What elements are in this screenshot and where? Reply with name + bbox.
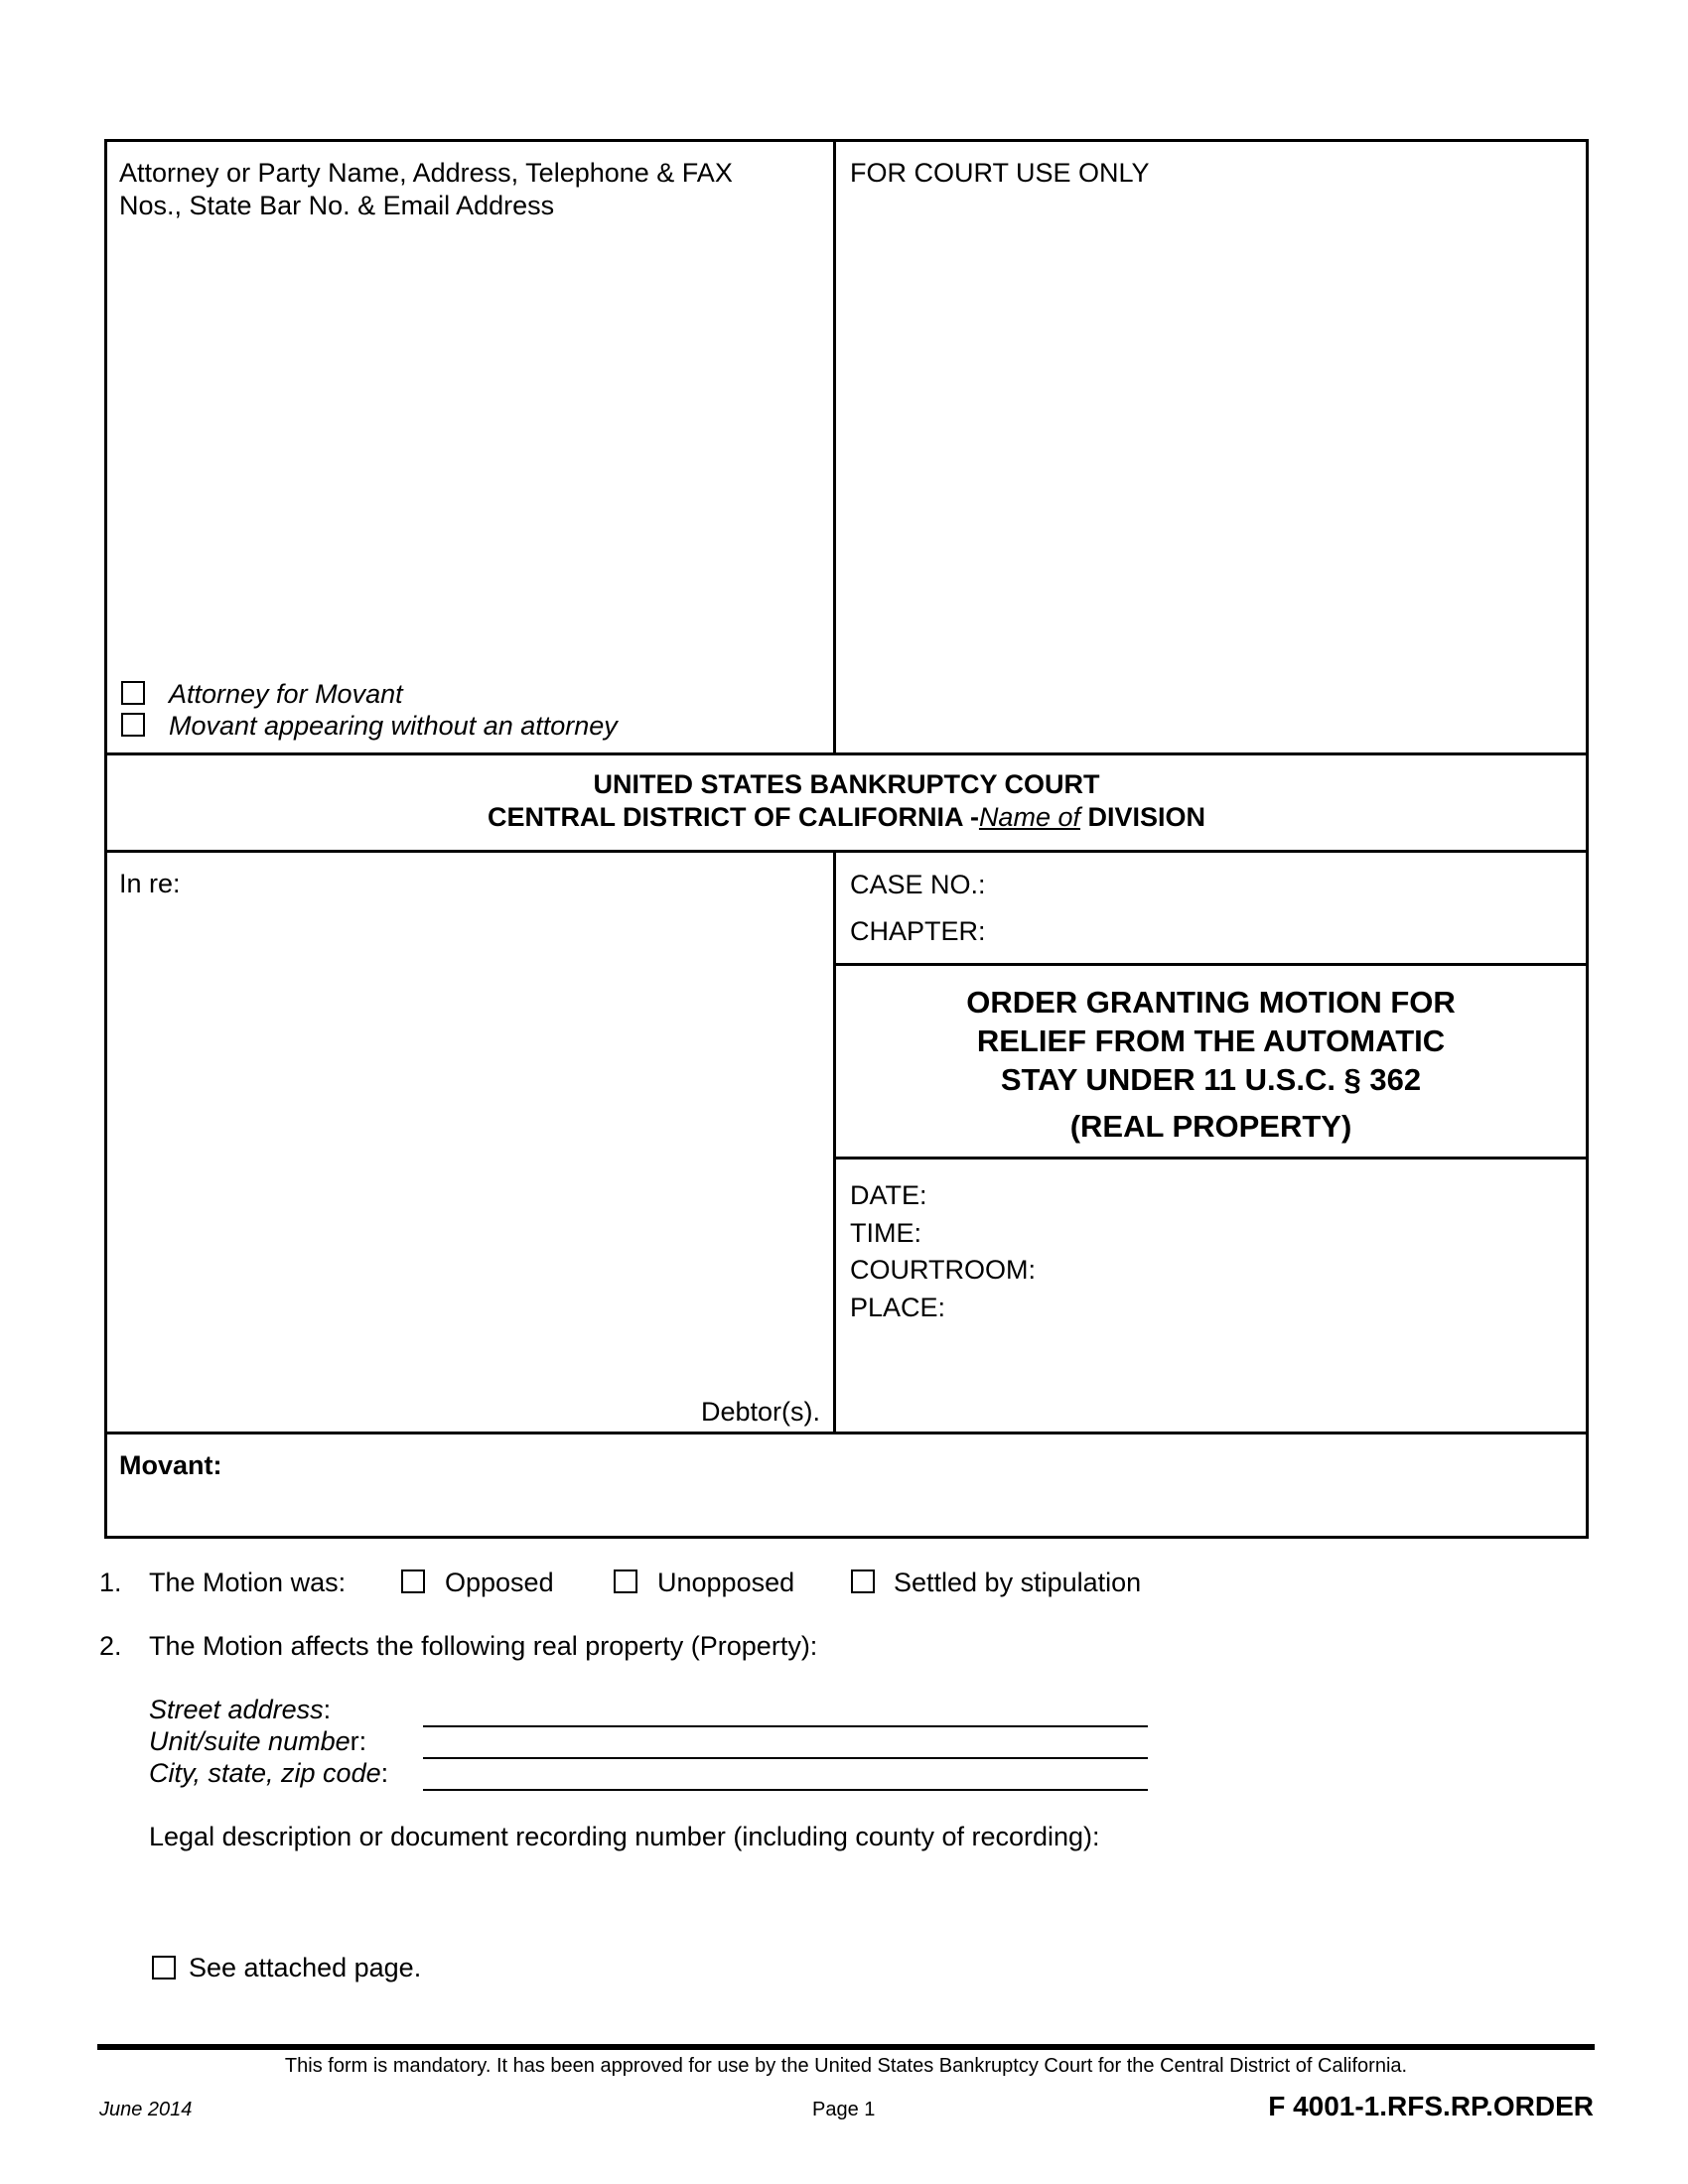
divider-title-bottom: [833, 1157, 1589, 1160]
unit-number-field[interactable]: [423, 1757, 1148, 1759]
footer-form-id: F 4001-1.RFS.RP.ORDER: [1268, 2091, 1594, 2121]
order-title-line2: RELIEF FROM THE AUTOMATIC: [976, 1024, 1446, 1058]
time-label: TIME:: [850, 1217, 921, 1248]
divider-court-bottom: [104, 850, 1589, 853]
attorney-for-movant-checkbox[interactable]: [121, 681, 145, 705]
court-use-label: FOR COURT USE ONLY: [850, 158, 1150, 188]
footer-rule: [97, 2044, 1595, 2050]
divider-chapter-bottom: [833, 963, 1589, 966]
settled-by-stipulation-label: Settled by stipulation: [894, 1568, 1142, 1597]
order-title-line1: ORDER GRANTING MOTION FOR: [966, 985, 1456, 1020]
movant-label: Movant:: [119, 1450, 222, 1480]
see-attached-checkbox[interactable]: [152, 1956, 176, 1979]
in-re-label: In re:: [119, 869, 181, 898]
debtors-label: Debtor(s).: [701, 1397, 821, 1427]
divider-movant-top: [104, 1432, 1589, 1434]
opposed-checkbox[interactable]: [401, 1570, 425, 1593]
opposed-label: Opposed: [445, 1568, 554, 1597]
item1-text: The Motion was:: [149, 1568, 347, 1597]
city-state-zip-field[interactable]: [423, 1789, 1148, 1791]
movant-without-attorney-checkbox[interactable]: [121, 713, 145, 737]
item2-text: The Motion affects the following real property (Property):: [149, 1631, 818, 1661]
city-state-zip-label: [149, 1757, 388, 1790]
divider-court-top: [104, 752, 1589, 755]
caption-form-frame: [104, 139, 1589, 1539]
division-name-placeholder: Name of: [978, 802, 1080, 832]
divider-top-vertical: [833, 139, 836, 754]
court-name-line2: [104, 801, 1589, 834]
unit-number-label-suffix: r:: [350, 1726, 367, 1756]
place-label: PLACE:: [850, 1292, 946, 1322]
street-address-field[interactable]: [423, 1725, 1148, 1727]
order-title-line4: (REAL PROPERTY): [1069, 1109, 1352, 1144]
unit-number-label-text: Unit/suite numbe: [149, 1726, 351, 1756]
item1-number: 1.: [99, 1568, 122, 1597]
see-attached-label: See attached page.: [189, 1953, 422, 1982]
unopposed-label: Unopposed: [657, 1568, 795, 1597]
legal-description-label: Legal description or document recording number (including county of recording):: [149, 1822, 1100, 1851]
movant-without-attorney-label: Movant appearing without an attorney: [169, 711, 618, 741]
hearing-info: [850, 1177, 1036, 1326]
courtroom-label: COURTROOM:: [850, 1255, 1036, 1285]
unopposed-checkbox[interactable]: [614, 1570, 637, 1593]
court-division-suffix: DIVISION: [1079, 802, 1206, 832]
city-state-zip-label-text: City, state, zip code: [149, 1758, 381, 1788]
city-state-zip-colon: :: [380, 1758, 389, 1788]
chapter-label: CHAPTER:: [850, 916, 986, 946]
footer-page: Page 1: [812, 2099, 876, 2120]
street-address-label: [149, 1694, 331, 1726]
attorney-label-line1: Attorney or Party Name, Address, Telephone & FAX: [119, 158, 733, 188]
date-label: DATE:: [850, 1180, 927, 1210]
unit-number-label: [149, 1725, 366, 1758]
street-address-label-text: Street address: [149, 1695, 324, 1724]
footer-date: June 2014: [99, 2099, 193, 2120]
settled-by-stipulation-checkbox[interactable]: [851, 1570, 875, 1593]
court-district: CENTRAL DISTRICT OF CALIFORNIA -: [487, 802, 979, 832]
attorney-label: [119, 157, 814, 222]
attorney-for-movant-label: Attorney for Movant: [169, 679, 403, 709]
court-name: [104, 768, 1589, 834]
street-address-colon: :: [323, 1695, 332, 1724]
attorney-label-line2: Nos., State Bar No. & Email Address: [119, 191, 555, 220]
order-title-line3: STAY UNDER 11 U.S.C. § 362: [1000, 1062, 1422, 1097]
mandatory-notice: This form is mandatory. It has been approved for use by the United States Bankruptcy Court for the Central District of California.: [284, 2055, 1408, 2077]
court-name-line1: UNITED STATES BANKRUPTCY COURT: [593, 769, 1100, 799]
case-no-label: CASE NO.:: [850, 870, 986, 899]
item2-number: 2.: [99, 1631, 122, 1661]
order-title: [833, 983, 1589, 1146]
